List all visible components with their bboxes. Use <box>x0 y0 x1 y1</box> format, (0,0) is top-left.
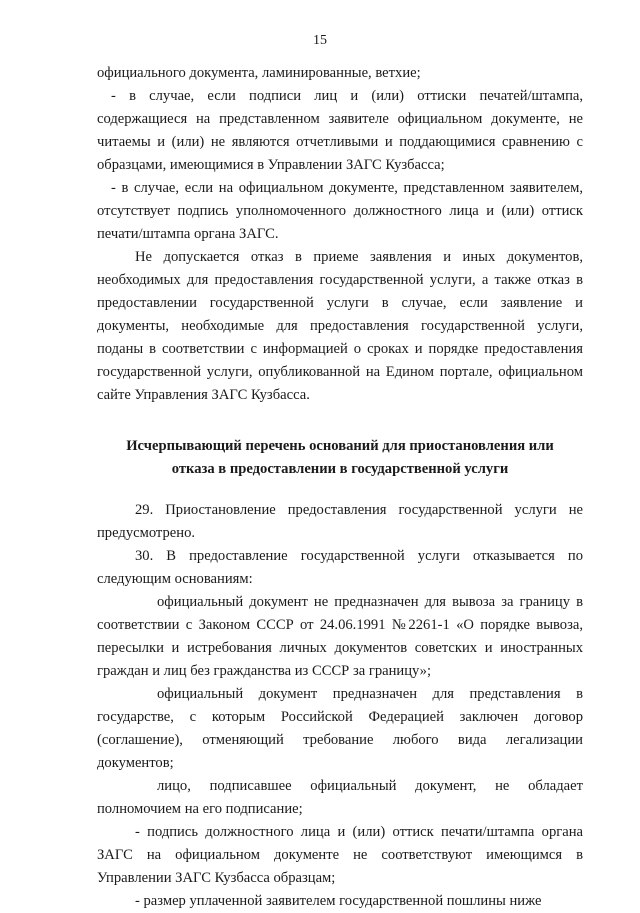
document-body <box>97 62 583 913</box>
paragraph-29: 29. Приостановление предоставления государственной услуги не предусмотрено. <box>97 502 583 541</box>
ground-signature-mismatch: - подпись должностного лица и (или) оттиск печати/штампа органа ЗАГС на официальном документе не соответствуют имеющимся в Управлении ЗАГС Кузбасса образцам; <box>97 824 583 886</box>
ground-not-for-export: официальный документ не предназначен для вывоза за границу в соответствии с Законом СССР от 24.06.1991 №2261-1 «О порядке вывоза, пересылки и истребования личных документов советских и иностранных граждан и лиц без гражданства из СССР за границу»; <box>97 594 583 679</box>
ground-fee-insufficient: - размер уплаченной заявителем государственной пошлины ниже <box>135 893 542 909</box>
section-heading: Исчерпывающий перечень оснований для приостановления или отказа в предоставлении в государственной услуги <box>126 438 554 477</box>
page-number: 15 <box>313 33 327 48</box>
paragraph-refusal-not-allowed: Не допускается отказ в приеме заявления и иных документов, необходимых для предоставления государственной услуги, а также отказ в предоставлении государственной услуги в случае, если заявление и документы, необходимые для предоставления государственной услуги, поданы в соответствии с информацией о сроках и порядке предоставления государственной услуги, опубликованной на Едином портале, официальном сайте Управления ЗАГС Кузбасса. <box>97 249 583 403</box>
paragraph-continuation: официального документа, ламинированные, ветхие; <box>97 65 421 81</box>
paragraph-missing-signature: - в случае, если на официальном документе, представленном заявителем, отсутствует подпись уполномоченного должностного лица и (или) оттиск печати/штампа органа ЗАГС. <box>97 180 583 242</box>
ground-no-authority: лицо, подписавшее официальный документ, не обладает полномочием на его подписание; <box>97 778 583 817</box>
ground-legalization-abolished: официальный документ предназначен для представления в государстве, с которым Российской Федерацией заключен договор (соглашение), отменяющий требование любого вида легализации документов; <box>97 686 583 771</box>
paragraph-unreadable-seals: - в случае, если подписи лиц и (или) оттиски печатей/штампа, содержащиеся на представленном заявителе официальном документе, не читаемы и (или) не являются отчетливыми и поддающимися сравнению с образцами, имеющимися в Управлении ЗАГС Кузбасса; <box>97 88 583 173</box>
paragraph-30: 30. В предоставление государственной услуги отказывается по следующим основаниям: <box>97 548 583 587</box>
